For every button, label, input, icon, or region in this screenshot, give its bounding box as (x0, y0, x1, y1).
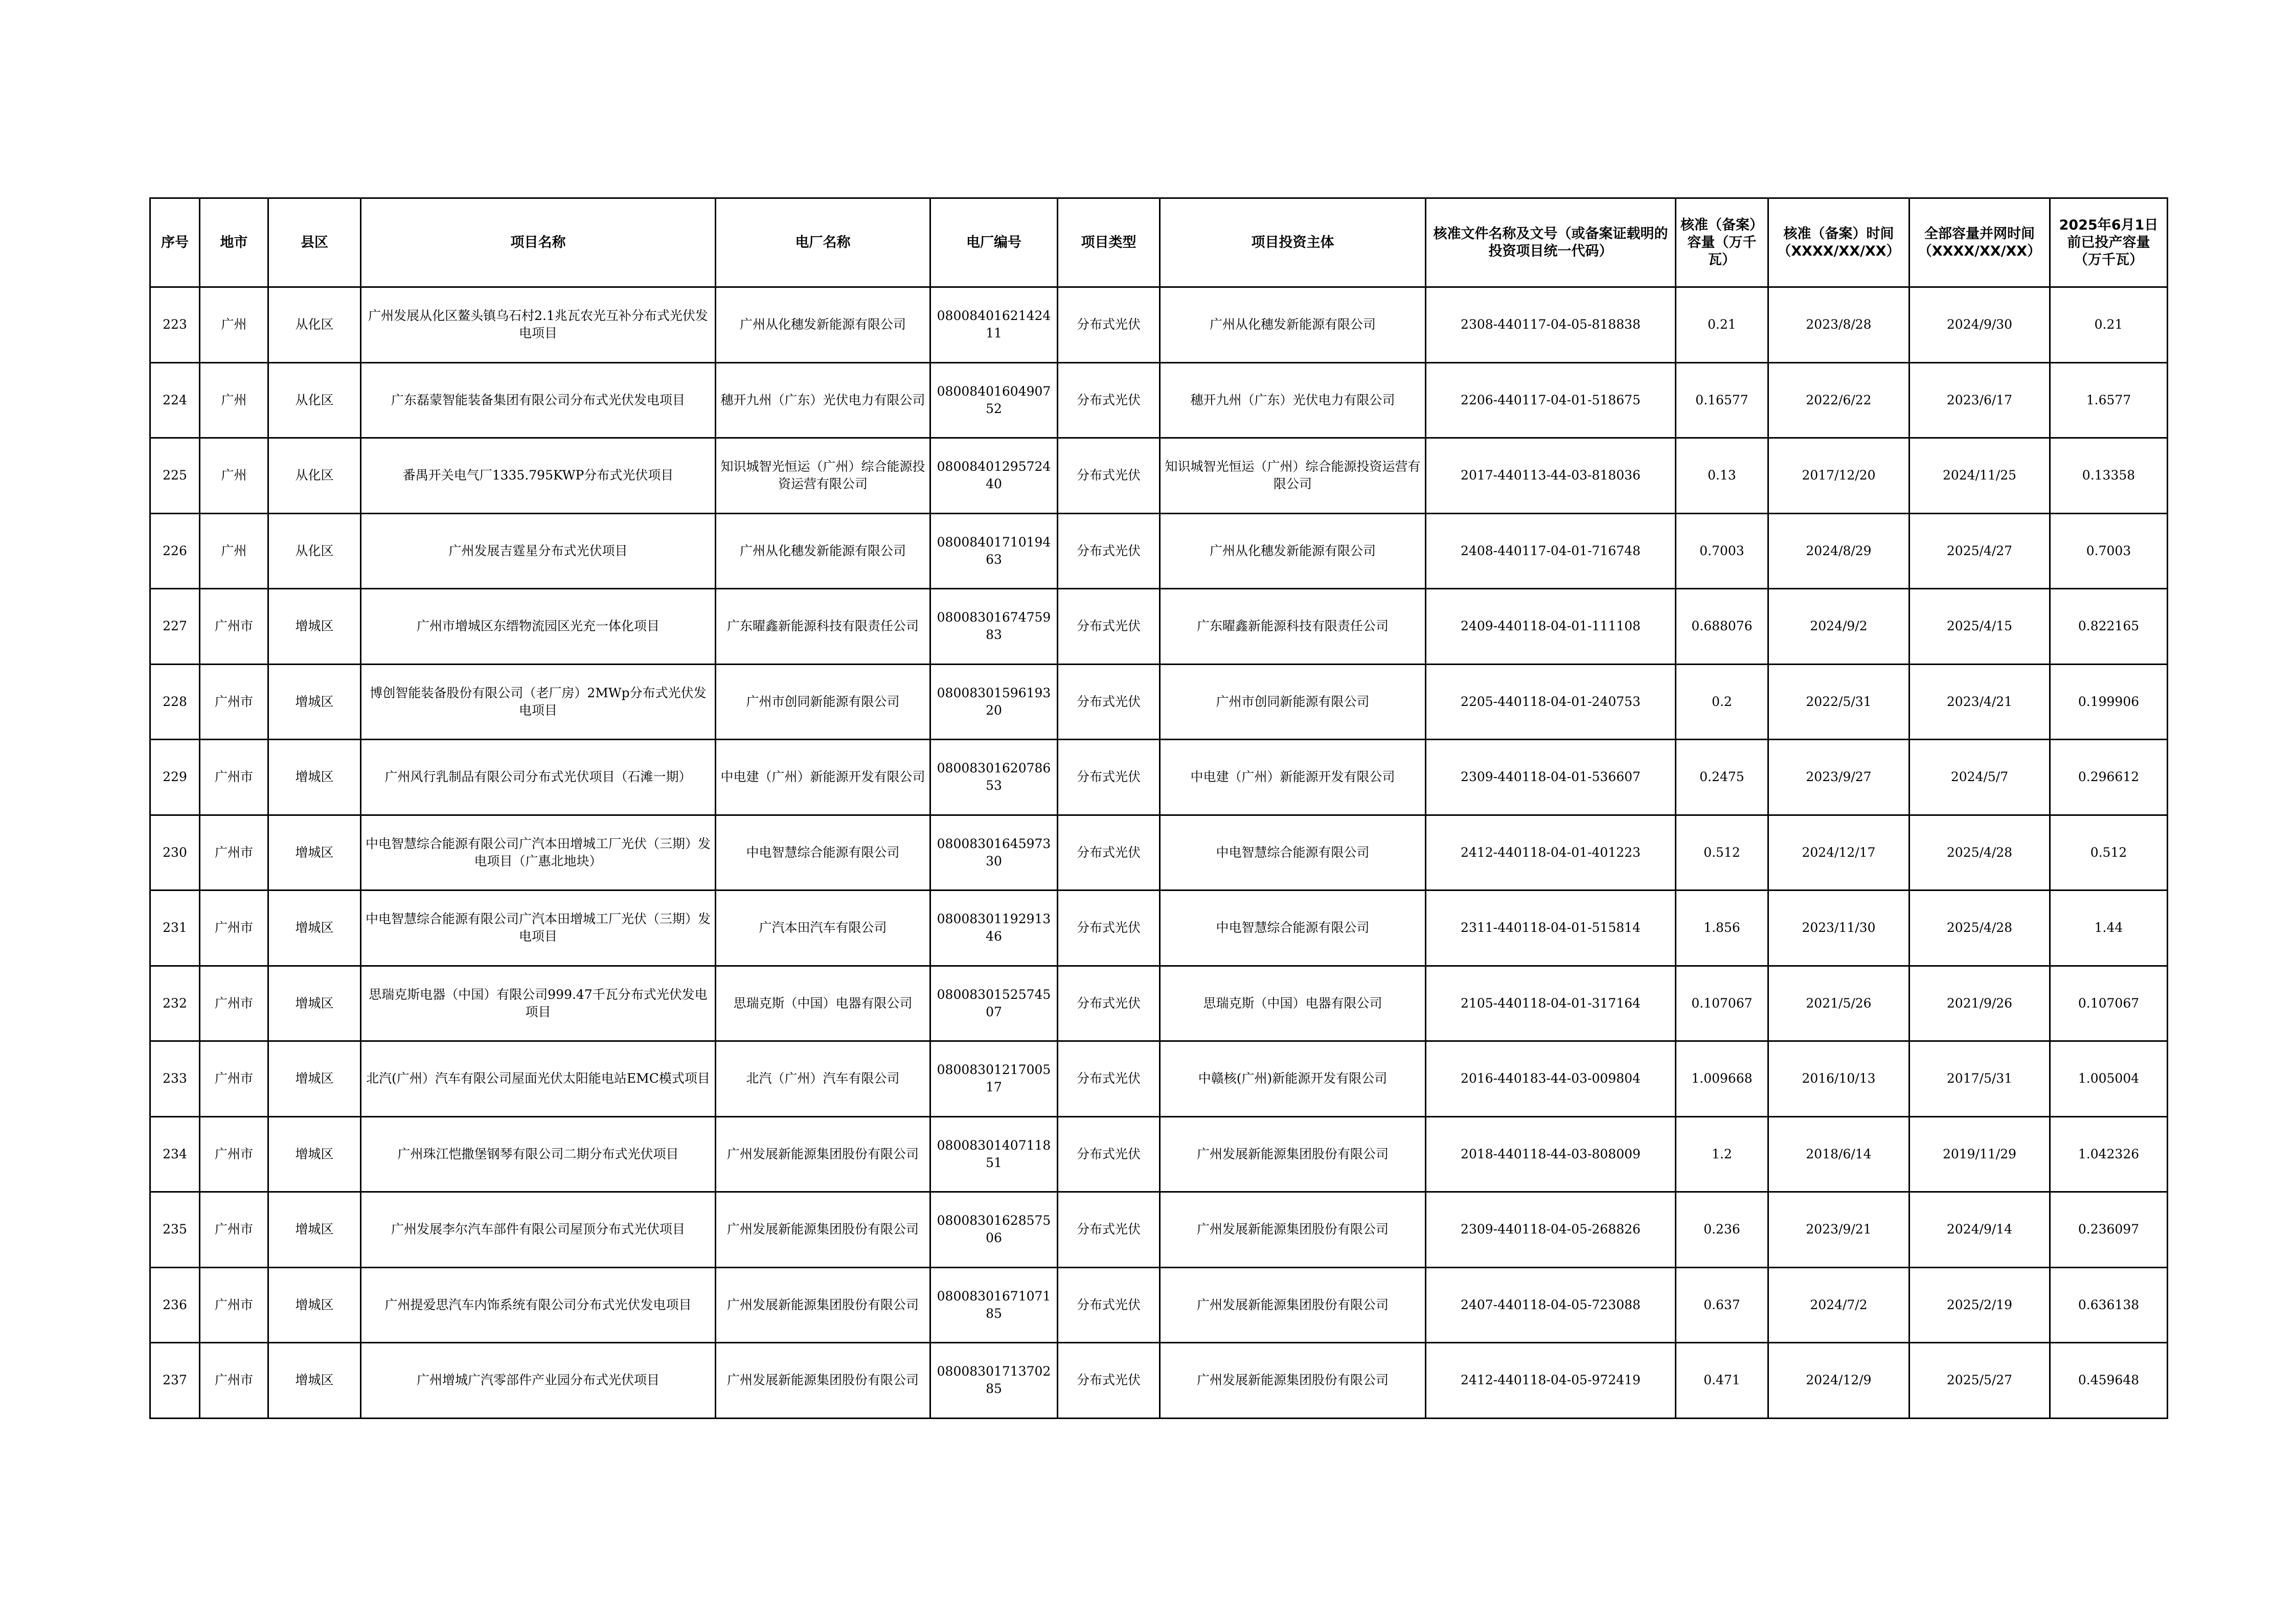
cell-district: 从化区 (268, 362, 361, 438)
cell-project-name: 广州发展李尔汽车部件有限公司屋顶分布式光伏项目 (361, 1192, 716, 1268)
cell-plant-name: 北汽（广州）汽车有限公司 (716, 1041, 930, 1117)
table-row (150, 815, 2168, 890)
cell-commissioned-capacity: 0.7003 (2050, 513, 2168, 589)
cell-commissioned-capacity: 0.199906 (2050, 664, 2168, 740)
cell-project-name: 广州风行乳制品有限公司分布式光伏项目（石滩一期） (361, 740, 716, 815)
cell-project-type: 分布式光伏 (1058, 664, 1160, 740)
table-row (150, 1267, 2168, 1343)
cell-city: 广州 (200, 362, 268, 438)
project-table (149, 197, 2168, 1419)
cell-approved-capacity: 0.7003 (1676, 513, 1768, 589)
cell-city: 广州市 (200, 1343, 268, 1419)
cell-project-type: 分布式光伏 (1058, 1192, 1160, 1268)
cell-approved-capacity: 0.107067 (1676, 966, 1768, 1041)
cell-city: 广州市 (200, 890, 268, 966)
cell-project-type: 分布式光伏 (1058, 740, 1160, 815)
cell-plant-code: 0800830162857506 (930, 1192, 1058, 1268)
cell-grid-date: 2021/9/26 (1909, 966, 2050, 1041)
cell-plant-code: 0800840129572440 (930, 438, 1058, 514)
cell-district: 从化区 (268, 438, 361, 514)
cell-index: 233 (150, 1041, 200, 1117)
cell-grid-date: 2025/5/27 (1909, 1343, 2050, 1419)
cell-approval-date: 2022/6/22 (1768, 362, 1909, 438)
table-header-row (150, 198, 2168, 287)
cell-commissioned-capacity: 1.042326 (2050, 1116, 2168, 1192)
cell-approval-code: 2409-440118-04-01-111108 (1426, 589, 1676, 665)
header-grid-date: 全部容量并网时间（XXXX/XX/XX） (1909, 198, 2050, 287)
cell-approval-code: 2018-440118-44-03-808009 (1426, 1116, 1676, 1192)
cell-investor: 广州从化穗发新能源有限公司 (1160, 513, 1426, 589)
cell-grid-date: 2025/4/28 (1909, 815, 2050, 890)
cell-project-type: 分布式光伏 (1058, 966, 1160, 1041)
cell-project-type: 分布式光伏 (1058, 362, 1160, 438)
cell-plant-name: 知识城智光恒运（广州）综合能源投资运营有限公司 (716, 438, 930, 514)
cell-index: 235 (150, 1192, 200, 1268)
cell-grid-date: 2024/9/30 (1909, 287, 2050, 363)
cell-district: 增城区 (268, 890, 361, 966)
cell-commissioned-capacity: 0.13358 (2050, 438, 2168, 514)
cell-index: 229 (150, 740, 200, 815)
cell-city: 广州市 (200, 1041, 268, 1117)
table-row (150, 890, 2168, 966)
cell-approval-code: 2308-440117-04-05-818838 (1426, 287, 1676, 363)
cell-index: 236 (150, 1267, 200, 1343)
cell-commissioned-capacity: 1.6577 (2050, 362, 2168, 438)
cell-plant-name: 思瑞克斯（中国）电器有限公司 (716, 966, 930, 1041)
cell-plant-name: 中电建（广州）新能源开发有限公司 (716, 740, 930, 815)
cell-project-name: 广州珠江恺撒堡钢琴有限公司二期分布式光伏项目 (361, 1116, 716, 1192)
cell-approval-date: 2017/12/20 (1768, 438, 1909, 514)
cell-city: 广州 (200, 513, 268, 589)
cell-investor: 穗开九州（广东）光伏电力有限公司 (1160, 362, 1426, 438)
cell-plant-name: 中电智慧综合能源有限公司 (716, 815, 930, 890)
cell-approval-date: 2023/9/27 (1768, 740, 1909, 815)
cell-city: 广州 (200, 438, 268, 514)
cell-approved-capacity: 0.512 (1676, 815, 1768, 890)
cell-investor: 广州发展新能源集团股份有限公司 (1160, 1343, 1426, 1419)
cell-index: 230 (150, 815, 200, 890)
cell-approved-capacity: 1.2 (1676, 1116, 1768, 1192)
cell-district: 从化区 (268, 287, 361, 363)
cell-plant-code: 0800840162142411 (930, 287, 1058, 363)
cell-project-type: 分布式光伏 (1058, 438, 1160, 514)
cell-project-name: 番禺开关电气厂1335.795KWP分布式光伏项目 (361, 438, 716, 514)
cell-commissioned-capacity: 0.636138 (2050, 1267, 2168, 1343)
cell-index: 226 (150, 513, 200, 589)
cell-grid-date: 2023/4/21 (1909, 664, 2050, 740)
cell-commissioned-capacity: 0.296612 (2050, 740, 2168, 815)
cell-commissioned-capacity: 0.21 (2050, 287, 2168, 363)
cell-project-type: 分布式光伏 (1058, 1267, 1160, 1343)
cell-approved-capacity: 0.471 (1676, 1343, 1768, 1419)
cell-approval-date: 2024/12/17 (1768, 815, 1909, 890)
cell-plant-name: 广州市创同新能源有限公司 (716, 664, 930, 740)
cell-plant-name: 广州发展新能源集团股份有限公司 (716, 1192, 930, 1268)
header-plant-name: 电厂名称 (716, 198, 930, 287)
cell-investor: 中赣核(广州)新能源开发有限公司 (1160, 1041, 1426, 1117)
cell-city: 广州市 (200, 664, 268, 740)
cell-project-name: 广州增城广汽零部件产业园分布式光伏项目 (361, 1343, 716, 1419)
cell-index: 234 (150, 1116, 200, 1192)
cell-plant-code: 0800830167107185 (930, 1267, 1058, 1343)
table-row (150, 1192, 2168, 1268)
cell-approved-capacity: 0.2 (1676, 664, 1768, 740)
cell-plant-name: 广州发展新能源集团股份有限公司 (716, 1116, 930, 1192)
cell-approval-date: 2024/12/9 (1768, 1343, 1909, 1419)
cell-city: 广州市 (200, 966, 268, 1041)
header-commissioned-capacity: 2025年6月1日前已投产容量（万千瓦） (2050, 198, 2168, 287)
cell-commissioned-capacity: 0.107067 (2050, 966, 2168, 1041)
cell-approval-date: 2021/5/26 (1768, 966, 1909, 1041)
cell-project-type: 分布式光伏 (1058, 1343, 1160, 1419)
cell-investor: 广州从化穗发新能源有限公司 (1160, 287, 1426, 363)
header-project-type: 项目类型 (1058, 198, 1160, 287)
table-row (150, 664, 2168, 740)
cell-plant-name: 广汽本田汽车有限公司 (716, 890, 930, 966)
cell-city: 广州 (200, 287, 268, 363)
cell-district: 增城区 (268, 664, 361, 740)
cell-district: 增城区 (268, 740, 361, 815)
cell-plant-name: 广州发展新能源集团股份有限公司 (716, 1267, 930, 1343)
cell-approval-code: 2309-440118-04-05-268826 (1426, 1192, 1676, 1268)
cell-approval-code: 2412-440118-04-05-972419 (1426, 1343, 1676, 1419)
cell-district: 从化区 (268, 513, 361, 589)
cell-grid-date: 2024/5/7 (1909, 740, 2050, 815)
cell-approval-code: 2105-440118-04-01-317164 (1426, 966, 1676, 1041)
cell-project-name: 广州提爱思汽车内饰系统有限公司分布式光伏发电项目 (361, 1267, 716, 1343)
cell-commissioned-capacity: 0.459648 (2050, 1343, 2168, 1419)
cell-approval-code: 2412-440118-04-01-401223 (1426, 815, 1676, 890)
cell-project-name: 中电智慧综合能源有限公司广汽本田增城工厂光伏（三期）发电项目（广惠北地块） (361, 815, 716, 890)
table-row (150, 513, 2168, 589)
table-row (150, 438, 2168, 514)
cell-project-type: 分布式光伏 (1058, 287, 1160, 363)
cell-project-name: 思瑞克斯电器（中国）有限公司999.47千瓦分布式光伏发电项目 (361, 966, 716, 1041)
cell-approval-code: 2016-440183-44-03-009804 (1426, 1041, 1676, 1117)
cell-approval-date: 2018/6/14 (1768, 1116, 1909, 1192)
cell-project-type: 分布式光伏 (1058, 815, 1160, 890)
header-approval-code: 核准文件名称及文号（或备案证载明的投资项目统一代码） (1426, 198, 1676, 287)
cell-investor: 广东曜鑫新能源科技有限责任公司 (1160, 589, 1426, 665)
cell-grid-date: 2019/11/29 (1909, 1116, 2050, 1192)
cell-project-type: 分布式光伏 (1058, 513, 1160, 589)
cell-index: 237 (150, 1343, 200, 1419)
cell-plant-name: 广州从化穗发新能源有限公司 (716, 513, 930, 589)
table-row (150, 740, 2168, 815)
cell-project-name: 广州发展从化区鳌头镇乌石村2.1兆瓦农光互补分布式光伏发电项目 (361, 287, 716, 363)
cell-grid-date: 2025/2/19 (1909, 1267, 2050, 1343)
cell-commissioned-capacity: 0.512 (2050, 815, 2168, 890)
cell-plant-code: 0800830162078653 (930, 740, 1058, 815)
table-row (150, 362, 2168, 438)
cell-index: 231 (150, 890, 200, 966)
cell-investor: 思瑞克斯（中国）电器有限公司 (1160, 966, 1426, 1041)
cell-project-name: 博创智能装备股份有限公司（老厂房）2MWp分布式光伏发电项目 (361, 664, 716, 740)
cell-grid-date: 2023/6/17 (1909, 362, 2050, 438)
cell-plant-code: 0800830119291346 (930, 890, 1058, 966)
cell-district: 增城区 (268, 1192, 361, 1268)
header-approval-date: 核准（备案）时间（XXXX/XX/XX） (1768, 198, 1909, 287)
cell-grid-date: 2025/4/15 (1909, 589, 2050, 665)
cell-investor: 知识城智光恒运（广州）综合能源投资运营有限公司 (1160, 438, 1426, 514)
cell-district: 增城区 (268, 966, 361, 1041)
cell-district: 增城区 (268, 1343, 361, 1419)
cell-commissioned-capacity: 1.44 (2050, 890, 2168, 966)
cell-project-type: 分布式光伏 (1058, 890, 1160, 966)
header-project-name: 项目名称 (361, 198, 716, 287)
cell-index: 227 (150, 589, 200, 665)
cell-district: 增城区 (268, 1041, 361, 1117)
cell-project-name: 广州发展吉霆星分布式光伏项目 (361, 513, 716, 589)
cell-approval-code: 2408-440117-04-01-716748 (1426, 513, 1676, 589)
cell-approval-code: 2017-440113-44-03-818036 (1426, 438, 1676, 514)
cell-plant-name: 穗开九州（广东）光伏电力有限公司 (716, 362, 930, 438)
cell-project-type: 分布式光伏 (1058, 1041, 1160, 1117)
header-city: 地市 (200, 198, 268, 287)
cell-project-name: 广州市增城区东缙物流园区光充一体化项目 (361, 589, 716, 665)
cell-index: 224 (150, 362, 200, 438)
cell-commissioned-capacity: 1.005004 (2050, 1041, 2168, 1117)
table-row (150, 287, 2168, 363)
cell-commissioned-capacity: 0.822165 (2050, 589, 2168, 665)
cell-investor: 广州发展新能源集团股份有限公司 (1160, 1116, 1426, 1192)
cell-investor: 广州发展新能源集团股份有限公司 (1160, 1267, 1426, 1343)
cell-index: 223 (150, 287, 200, 363)
cell-city: 广州市 (200, 1267, 268, 1343)
cell-approval-date: 2022/5/31 (1768, 664, 1909, 740)
cell-project-name: 北汽(广州）汽车有限公司屋面光伏太阳能电站EMC模式项目 (361, 1041, 716, 1117)
cell-approved-capacity: 0.16577 (1676, 362, 1768, 438)
cell-approved-capacity: 0.13 (1676, 438, 1768, 514)
cell-approval-date: 2023/11/30 (1768, 890, 1909, 966)
cell-approval-code: 2309-440118-04-01-536607 (1426, 740, 1676, 815)
cell-approval-code: 2205-440118-04-01-240753 (1426, 664, 1676, 740)
header-investor: 项目投资主体 (1160, 198, 1426, 287)
cell-project-name: 中电智慧综合能源有限公司广汽本田增城工厂光伏（三期）发电项目 (361, 890, 716, 966)
cell-district: 增城区 (268, 1116, 361, 1192)
cell-approval-date: 2024/8/29 (1768, 513, 1909, 589)
cell-grid-date: 2024/11/25 (1909, 438, 2050, 514)
cell-approved-capacity: 1.856 (1676, 890, 1768, 966)
cell-approval-code: 2206-440117-04-01-518675 (1426, 362, 1676, 438)
cell-plant-code: 0800830140711851 (930, 1116, 1058, 1192)
cell-plant-code: 0800840160490752 (930, 362, 1058, 438)
cell-investor: 中电智慧综合能源有限公司 (1160, 890, 1426, 966)
header-approved-capacity: 核准（备案）容量（万千瓦） (1676, 198, 1768, 287)
cell-investor: 广州发展新能源集团股份有限公司 (1160, 1192, 1426, 1268)
header-plant-code: 电厂编号 (930, 198, 1058, 287)
cell-investor: 中电智慧综合能源有限公司 (1160, 815, 1426, 890)
cell-district: 增城区 (268, 1267, 361, 1343)
cell-district: 增城区 (268, 815, 361, 890)
table-row (150, 1116, 2168, 1192)
cell-approval-code: 2311-440118-04-01-515814 (1426, 890, 1676, 966)
cell-approval-code: 2407-440118-04-05-723088 (1426, 1267, 1676, 1343)
table-row (150, 589, 2168, 665)
cell-project-name: 广东磊蒙智能装备集团有限公司分布式光伏发电项目 (361, 362, 716, 438)
cell-city: 广州市 (200, 589, 268, 665)
cell-investor: 中电建（广州）新能源开发有限公司 (1160, 740, 1426, 815)
cell-approved-capacity: 0.2475 (1676, 740, 1768, 815)
cell-grid-date: 2024/9/14 (1909, 1192, 2050, 1268)
cell-plant-name: 广州从化穗发新能源有限公司 (716, 287, 930, 363)
cell-project-type: 分布式光伏 (1058, 589, 1160, 665)
cell-plant-code: 0800840171019463 (930, 513, 1058, 589)
table-row (150, 1343, 2168, 1419)
cell-investor: 广州市创同新能源有限公司 (1160, 664, 1426, 740)
table-row (150, 966, 2168, 1041)
cell-approved-capacity: 1.009668 (1676, 1041, 1768, 1117)
cell-grid-date: 2025/4/28 (1909, 890, 2050, 966)
cell-plant-code: 0800830171370285 (930, 1343, 1058, 1419)
cell-index: 232 (150, 966, 200, 1041)
cell-approval-date: 2023/9/21 (1768, 1192, 1909, 1268)
cell-approval-date: 2024/7/2 (1768, 1267, 1909, 1343)
project-table-container (149, 197, 2167, 1419)
cell-plant-code: 0800830152574507 (930, 966, 1058, 1041)
cell-approval-date: 2024/9/2 (1768, 589, 1909, 665)
cell-index: 228 (150, 664, 200, 740)
cell-approval-date: 2023/8/28 (1768, 287, 1909, 363)
cell-plant-code: 0800830121700517 (930, 1041, 1058, 1117)
cell-district: 增城区 (268, 589, 361, 665)
cell-plant-name: 广州发展新能源集团股份有限公司 (716, 1343, 930, 1419)
cell-project-type: 分布式光伏 (1058, 1116, 1160, 1192)
header-district: 县区 (268, 198, 361, 287)
cell-grid-date: 2017/5/31 (1909, 1041, 2050, 1117)
cell-plant-code: 0800830167475983 (930, 589, 1058, 665)
cell-city: 广州市 (200, 1192, 268, 1268)
cell-city: 广州市 (200, 815, 268, 890)
cell-approved-capacity: 0.637 (1676, 1267, 1768, 1343)
cell-plant-code: 0800830159619320 (930, 664, 1058, 740)
cell-index: 225 (150, 438, 200, 514)
table-row (150, 1041, 2168, 1117)
cell-approval-date: 2016/10/13 (1768, 1041, 1909, 1117)
cell-city: 广州市 (200, 1116, 268, 1192)
header-index: 序号 (150, 198, 200, 287)
cell-commissioned-capacity: 0.236097 (2050, 1192, 2168, 1268)
cell-plant-name: 广东曜鑫新能源科技有限责任公司 (716, 589, 930, 665)
cell-plant-code: 0800830164597330 (930, 815, 1058, 890)
cell-city: 广州市 (200, 740, 268, 815)
cell-approved-capacity: 0.236 (1676, 1192, 1768, 1268)
table-body (150, 287, 2168, 1419)
cell-approved-capacity: 0.21 (1676, 287, 1768, 363)
cell-grid-date: 2025/4/27 (1909, 513, 2050, 589)
cell-approved-capacity: 0.688076 (1676, 589, 1768, 665)
